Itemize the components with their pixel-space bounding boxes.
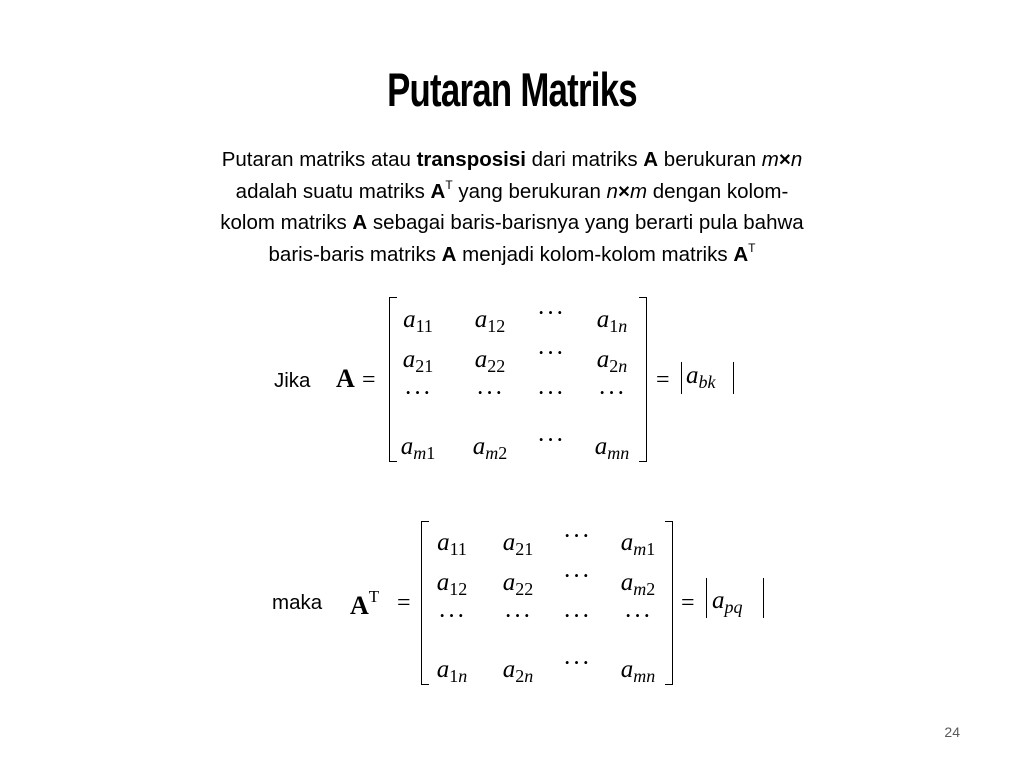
eq1-equals: = <box>362 367 376 393</box>
eq2-cell-r3-c4: ··· <box>624 603 652 630</box>
eq1-cell-r4-c1: $a_{m1}$ <box>400 433 436 463</box>
eq2-cell-r1-c4: $a_{m1}$ <box>620 529 656 559</box>
eq1-cell-r4-c4: $a_{mn}$ <box>594 433 630 463</box>
eq2-element-right-bracket <box>763 578 764 618</box>
eq1-element: $a_{bk}$ <box>686 362 716 392</box>
eq1-cell-r1-c3: ··· <box>537 300 565 327</box>
eq2-equals: = <box>397 590 411 616</box>
definition-paragraph <box>120 144 904 270</box>
eq1-label: Jika <box>274 369 311 392</box>
eq2-equals-2: = <box>681 590 695 616</box>
eq1-cell-r3-c3: ··· <box>537 380 565 407</box>
eq1-equals-2: = <box>656 367 670 393</box>
eq2-cell-r4-c4: $a_{mn}$ <box>620 656 656 686</box>
eq2-cell-r3-c2: ··· <box>504 603 532 630</box>
eq2-cell-r3-c1: ··· <box>438 603 466 630</box>
eq2-lhs-matrix-name: $A^T$ <box>350 587 380 620</box>
eq1-cell-r2-c1: $a_{21}$ <box>402 346 434 376</box>
eq2-element: $a_{pq}$ <box>712 587 743 617</box>
eq2-cell-r4-c2: $a_{2n}$ <box>502 656 534 686</box>
eq2-element-left-bracket <box>706 578 707 618</box>
eq2-cell-r2-c4: $a_{m2}$ <box>620 569 656 599</box>
eq2-cell-r2-c3: ··· <box>563 563 591 590</box>
eq1-cell-r3-c4: ··· <box>598 380 626 407</box>
eq2-cell-r2-c1: $a_{12}$ <box>436 569 468 599</box>
eq2-cell-r4-c3: ··· <box>563 650 591 677</box>
eq1-cell-r4-c3: ··· <box>537 427 565 454</box>
paragraph-line-4: baris-baris matriks A menjadi kolom-kolom matriks $A^T$ <box>268 240 756 266</box>
eq1-cell-r1-c2: $a_{12}$ <box>474 306 506 336</box>
eq1-cell-r4-c2: $a_{m2}$ <box>472 433 508 463</box>
slide-title: Putaran Matriks <box>387 63 637 116</box>
eq1-element-right-bracket <box>733 362 734 394</box>
page-number: 24 <box>944 724 960 740</box>
eq1-cell-r2-c2: $a_{22}$ <box>474 346 506 376</box>
eq2-cell-r4-c1: $a_{1n}$ <box>436 656 468 686</box>
eq2-cell-r1-c2: $a_{21}$ <box>502 529 534 559</box>
eq2-cell-r2-c2: $a_{22}$ <box>502 569 534 599</box>
eq1-cell-r2-c4: $a_{2n}$ <box>596 346 628 376</box>
eq1-cell-r2-c3: ··· <box>537 340 565 367</box>
eq1-cell-r3-c2: ··· <box>476 380 504 407</box>
eq2-label: maka <box>272 591 323 614</box>
paragraph-line-1: Putaran matriks atau transposisi dari matriks A berukuran m×n <box>221 148 803 171</box>
eq1-element-left-bracket <box>681 362 682 394</box>
eq1-cell-r3-c1: ··· <box>404 380 432 407</box>
paragraph-line-2: adalah suatu matriks $A^T$ yang berukuran n×m dengan kolom- <box>235 177 789 203</box>
eq2-cell-r1-c3: ··· <box>563 523 591 550</box>
eq1-cell-r1-c4: $a_{1n}$ <box>596 306 628 336</box>
eq1-lhs-matrix-name: A <box>336 364 355 393</box>
eq2-cell-r3-c3: ··· <box>563 603 591 630</box>
paragraph-line-3: kolom matriks A sebagai baris-barisnya yang berarti pula bahwa <box>220 211 804 234</box>
eq2-cell-r1-c1: $a_{11}$ <box>437 529 467 559</box>
eq1-cell-r1-c1: $a_{11}$ <box>403 306 433 336</box>
